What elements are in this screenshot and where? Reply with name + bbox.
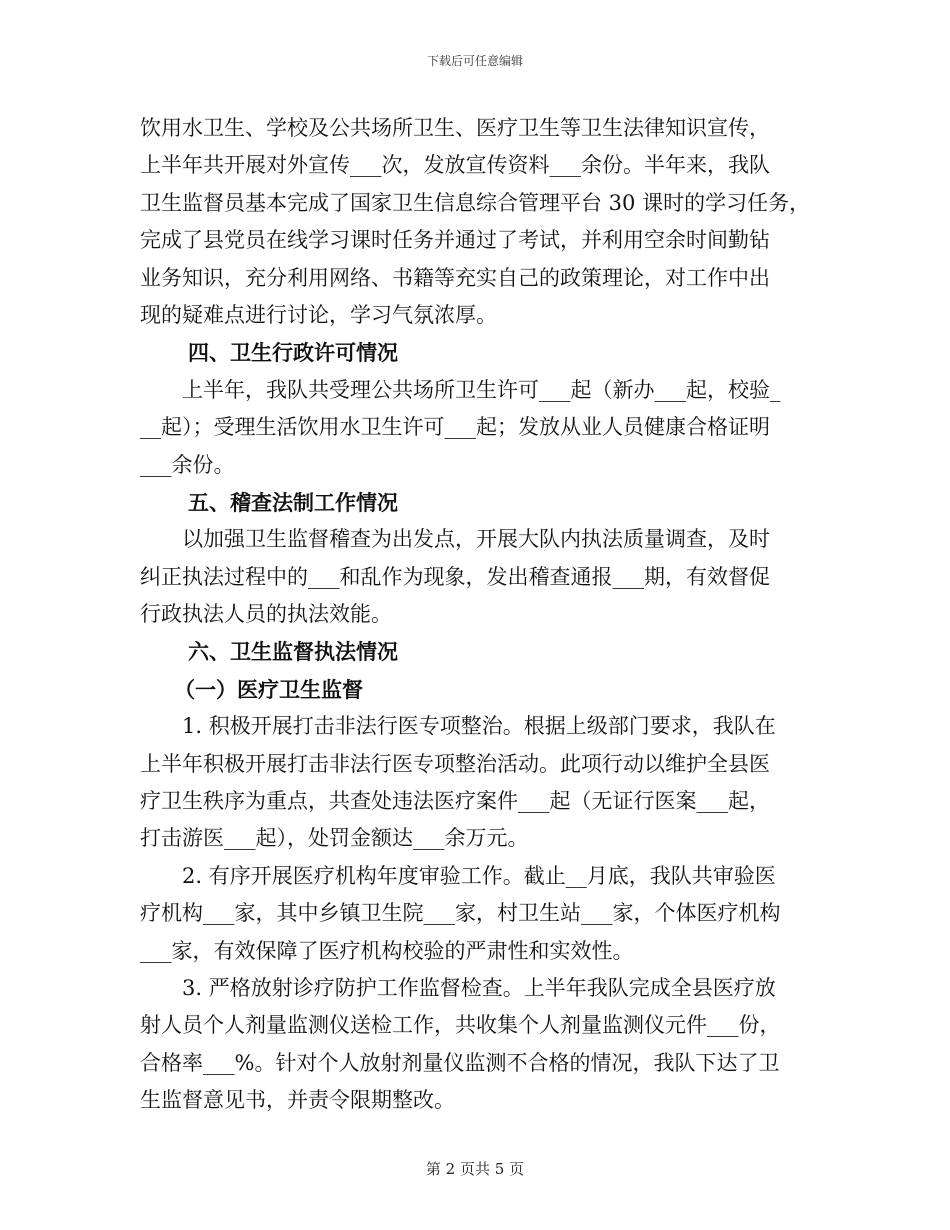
body-line: 射人员个人剂量监测仪送检工作，共收集个人剂量监测仪元件___份， — [140, 1013, 781, 1038]
body-line: 卫生监督员基本完成了国家卫生信息综合管理平台 30 课时的学习任务， — [140, 190, 811, 215]
subsection-heading: （一）医疗卫生监督 — [174, 676, 363, 702]
body-line: 3. 严格放射诊疗防护工作监督检查。上半年我队完成全县医疗放 — [140, 975, 776, 1000]
body-line: 以加强卫生监督稽查为出发点，开展大队内执法质量调查，及时 — [140, 527, 770, 552]
page-footer: 第 2 页共 5 页 — [425, 1160, 525, 1178]
body-line: 上半年积极开展打击非法行医专项整治活动。此项行动以维护全县医 — [140, 751, 770, 776]
body-line: 1. 积极开展打击非法行医专项整治。根据上级部门要求，我队在 — [140, 714, 776, 739]
body-line: 打击游医___起），处罚金额达___余万元。 — [140, 826, 529, 851]
section-heading: 六、卫生监督执法情况 — [188, 639, 398, 665]
body-line: 完成了县党员在线学习课时任务并通过了考试，并利用空余时间勤钻 — [140, 228, 770, 253]
body-line: __起）；受理生活饮用水卫生许可___起；发放从业人员健康合格证明 — [140, 415, 770, 440]
body-line: 业务知识，充分利用网络、书籍等充实自己的政策理论，对工作中出 — [140, 265, 770, 290]
body-line: 疗卫生秩序为重点，共查处违法医疗案件___起（无证行医案___起， — [140, 789, 770, 814]
body-line: ___家，有效保障了医疗机构校验的严肃性和实效性。 — [140, 938, 634, 963]
body-line: 上半年，我队共受理公共场所卫生许可___起（新办___起，校验_ — [140, 377, 781, 402]
body-line: 纠正执法过程中的___和乱作为现象，发出稽查通报___期，有效督促 — [140, 564, 770, 589]
body-line: 疗机构___家，其中乡镇卫生院___家，村卫生站___家，个体医疗机构 — [140, 901, 781, 926]
document-body — [140, 110, 820, 1120]
section-heading: 五、稽查法制工作情况 — [188, 489, 398, 515]
body-line: 饮用水卫生、学校及公共场所卫生、医疗卫生等卫生法律知识宣传， — [140, 116, 770, 140]
body-line: 合格率___%。针对个人放射剂量仪监测不合格的情况，我队下达了卫 — [140, 1050, 780, 1075]
body-line: 现的疑难点进行讨论，学习气氛浓厚。 — [140, 302, 497, 327]
body-line: 生监督意见书，并责令限期整改。 — [140, 1088, 455, 1113]
body-line: 行政执法人员的执法效能。 — [140, 602, 392, 627]
page-header: 下载后可任意编辑 — [426, 54, 523, 68]
body-line: 上半年共开展对外宣传___次，发放宣传资料___余份。半年来，我队 — [140, 153, 770, 178]
body-line: 2. 有序开展医疗机构年度审验工作。截止__月底，我队共审验医 — [140, 863, 776, 888]
section-heading: 四、卫生行政许可情况 — [188, 340, 398, 366]
body-line: ___余份。 — [140, 452, 235, 477]
